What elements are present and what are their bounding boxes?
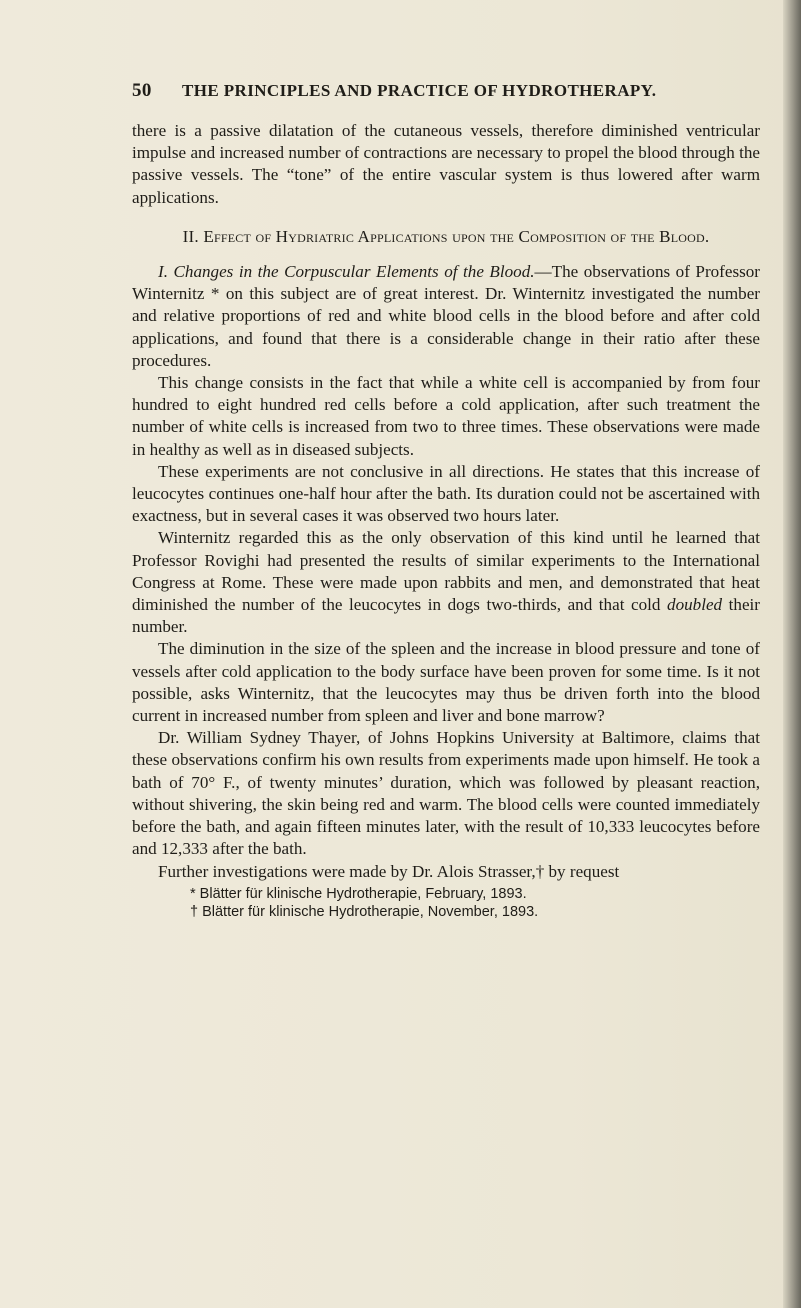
running-head (132, 80, 760, 102)
paragraph-1: there is a passive dilatation of the cutaneous vessels, therefore diminished ventricular impulse and increased number of contractions are necessary to propel the blood through the passive vessels. The “tone” of the entire vascular system is thus lowered after warm applications. (132, 121, 760, 207)
page-number: 50 (132, 80, 152, 101)
paragraph-5-text-before: Winternitz regarded this as the only observation of this kind until he learned that Professor Rovighi had presented the results of similar experiments to the International Congress at Rome. These were made upon rabbits and men, and demonstrated that heat diminished the number of the leucocytes in dogs two-thirds, and that cold (132, 528, 760, 615)
paragraph-7: Dr. William Sydney Thayer, of Johns Hopkins University at Baltimore, claims that these observations confirm his own results from experiments made upon himself. He took a bath of 70° F., of twenty minutes’ duration, which was followed by pleasant reaction, without shivering, the skin being red and warm. The blood cells were counted immediately before the bath, and again fifteen minutes later, with the result of 10,333 leucocytes before and 12,333 after the bath. (132, 728, 760, 859)
footnote-1: * Blätter für klinische Hydrotherapie, February, 1893. (190, 885, 527, 902)
footnotes (190, 885, 760, 922)
page-edge-shadow (783, 0, 801, 1308)
paragraph-2 (132, 261, 760, 372)
paragraph-4: These experiments are not conclusive in all directions. He states that this increase of leucocytes continues one-half hour after the bath. Its duration could not be ascertained with exactness, but in several cases it was observed two hours later. (132, 461, 760, 526)
page-content (132, 80, 760, 922)
footnote-2: † Blätter für klinische Hydrotherapie, November, 1893. (190, 904, 539, 921)
paragraph-5-text-after: their number. (132, 595, 760, 637)
paragraph-2-text: —The observations of Professor Winternitz * on this subject are of great interest. Dr. Winternitz investigated the number and relative proportions of red and white blood cells in the blood before and after cold applications, and found that there is a considerable change in their ratio after these procedures. (132, 262, 761, 370)
paragraph-8: Further investigations were made by Dr. Alois Strasser,† by request (158, 861, 620, 881)
emphasized-word: doubled (667, 595, 723, 615)
paragraph-5 (132, 527, 760, 638)
section-heading: II. Effect of Hydriatric Applications upon the Composition of the Blood. (182, 226, 710, 246)
paragraph-3: This change consists in the fact that while a white cell is accompanied by from four hundred to eight hundred red cells before a cold application, after such treatment the number of white cells is increased from two to three times. These observations were made in healthy as well as in diseased subjects. (132, 373, 760, 459)
paragraph-6: The diminution in the size of the spleen and the increase in blood pressure and tone of vessels after cold application to the body surface have been proven for some time. Is it not possible, asks Winternitz, that the leucocytes may thus be driven forth into the blood current in increased number from spleen and liver and bone marrow? (132, 639, 760, 726)
subsection-title: I. Changes in the Corpuscular Elements of the Blood. (158, 262, 535, 282)
running-title: THE PRINCIPLES AND PRACTICE OF HYDROTHERAPY. (182, 81, 657, 100)
